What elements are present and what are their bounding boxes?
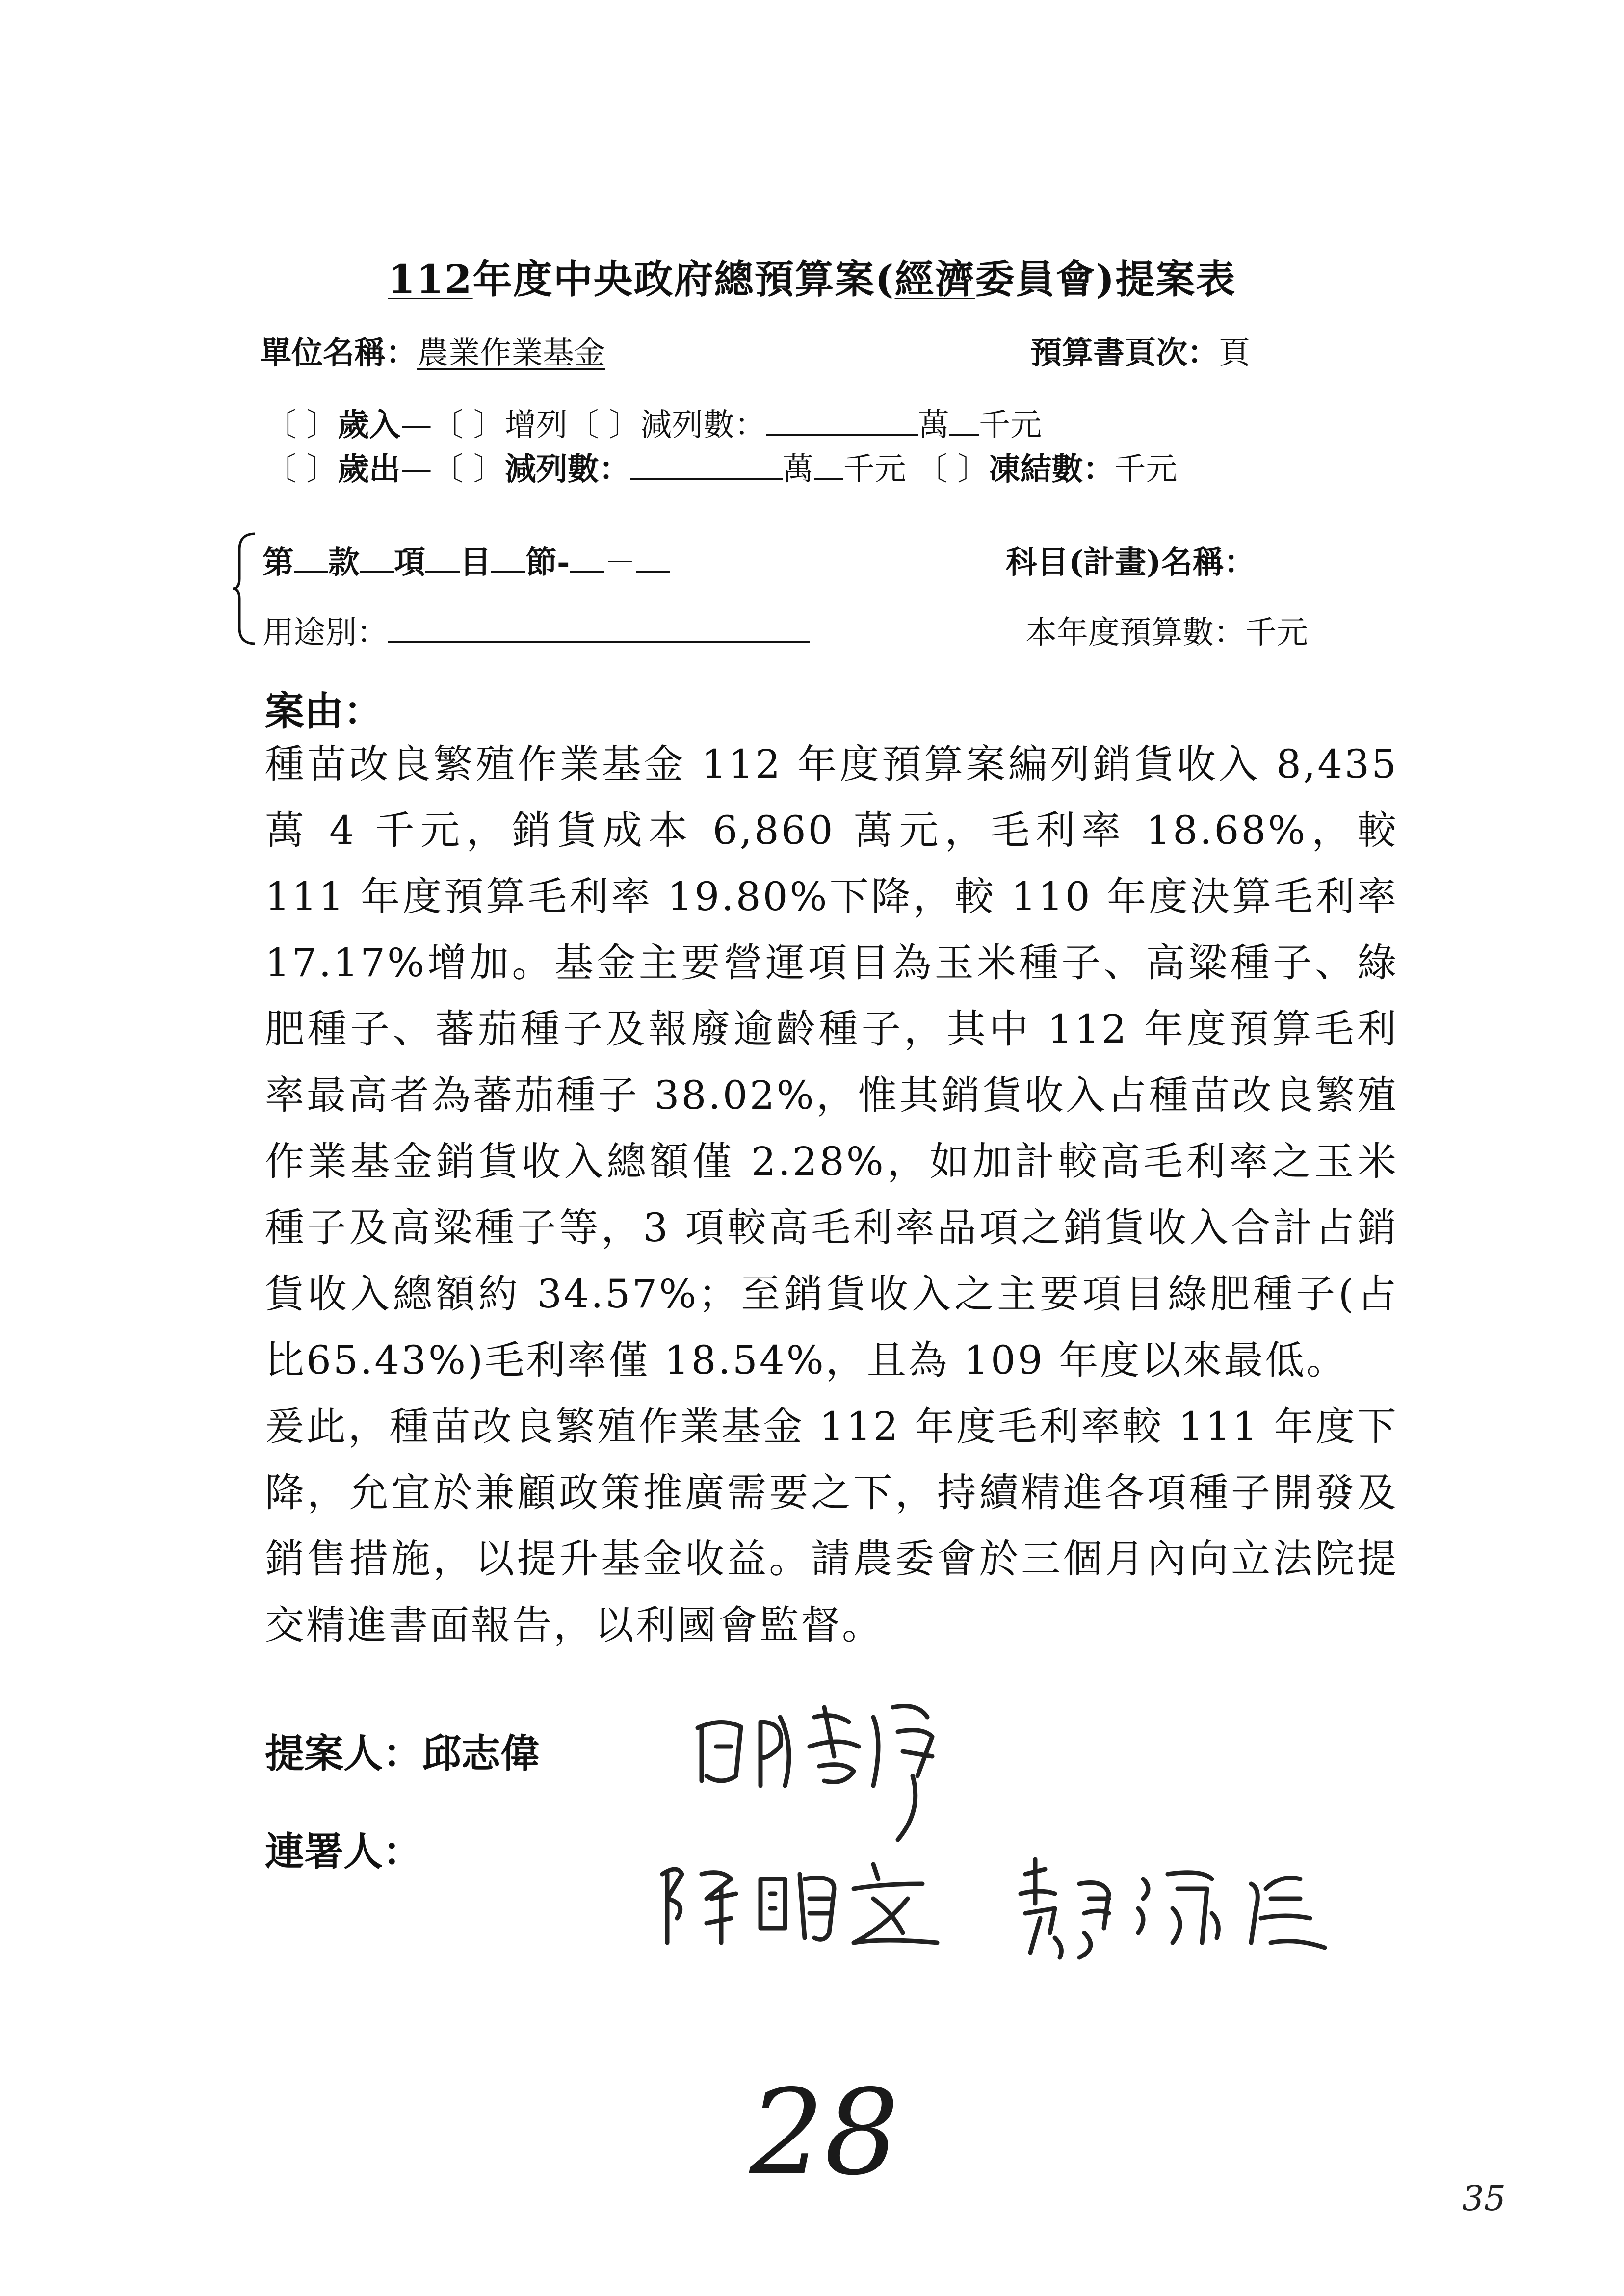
- subject-label: 科目(計畫)名稱：: [1006, 544, 1256, 581]
- proposer-name: 邱志偉: [422, 1730, 540, 1776]
- revenue-wan: 萬: [918, 407, 950, 444]
- revenue-dash: —: [400, 407, 432, 444]
- revenue-wan-blank: [766, 405, 918, 436]
- item-blank-4: [491, 543, 525, 573]
- page-number-text: 28: [749, 2065, 899, 2193]
- title-committee-rest: 委員會: [975, 256, 1096, 302]
- item-row: [262, 537, 670, 582]
- expense-dash: —: [400, 451, 432, 488]
- revenue-row: [265, 400, 1042, 445]
- item-dash: －: [604, 545, 636, 581]
- usage-row: [262, 607, 810, 652]
- cosigner-label: 連署人：: [265, 1828, 422, 1875]
- page-ref-row: [1030, 328, 1250, 373]
- title-year: 112: [388, 256, 473, 302]
- unit-label: 單位名稱：: [260, 335, 417, 371]
- freeze-unit: 千元: [1114, 451, 1178, 488]
- revenue-checkbox: 〔 〕: [265, 407, 338, 444]
- handwritten-page-number: [726, 2065, 932, 2193]
- item-di: 第: [262, 544, 294, 581]
- unit-value: 農業作業基金: [417, 335, 605, 371]
- freeze-label: 凍結數：: [989, 451, 1115, 488]
- page-ref-label: 預算書頁次：: [1030, 335, 1219, 371]
- corner-number: 35: [1462, 2178, 1506, 2218]
- paragraph-1: 種苗改良繁殖作業基金 112 年度預算案編列銷貨收入 8,435 萬 4 千元，銷貨成本 6,860 萬元，毛利率 18.68%，較 111 年度預算毛利率 19.80%下降，較 110 年度決算毛利率 17.17%增加。基金主要營運項目為玉米種子、高粱種子、綠肥種子、蕃茄種子及報廢逾齡種子，其中 112 年度預算毛利率最高者為蕃茄種子 38.02%，惟其銷貨收入占種苗改良繁殖作業基金銷貨收入總額僅 2.28%，如加計較高毛利率之玉米種子及高粱種子等，3 項較高毛利率品項之銷貨收入合計占銷貨收入總額約 34.57%；至銷貨收入之主要項目綠肥種子(占比65.43%)毛利率僅 18.54%，且為 109 年度以來最低。: [265, 741, 1398, 1383]
- item-blank-1: [294, 543, 328, 573]
- revenue-decrease-label: 減列數：: [640, 407, 766, 444]
- expense-checkbox: 〔 〕: [265, 451, 338, 488]
- item-blank-5: [570, 543, 604, 573]
- budget-amount-label: 本年度預算數：: [1025, 615, 1245, 651]
- usage-blank: [388, 613, 810, 643]
- expense-wan-blank: [630, 449, 783, 480]
- proposer-signature: [687, 1688, 942, 1850]
- item-jie: 節: [525, 544, 557, 581]
- title-committee: 經濟: [894, 256, 975, 302]
- expense-decrease-checkbox: 〔 〕: [432, 451, 505, 488]
- item-blank-2: [360, 543, 394, 573]
- title-post: )提案表: [1096, 256, 1236, 302]
- budget-amount-unit: 千元: [1245, 615, 1308, 651]
- budget-amount-row: [1025, 607, 1308, 652]
- proposal-body: [265, 731, 1398, 1658]
- expense-label: 歲出: [338, 451, 401, 488]
- paragraph-2: 爰此，種苗改良繁殖作業基金 112 年度毛利率較 111 年度下降，允宜於兼顧政策推廣需要之下，持續精進各項種子開發及銷售措施，以提升基金收益。請農委會於三個月內向立法院提交精進書面報告，以利國會監督。: [265, 1404, 1398, 1648]
- freeze-checkbox: 〔 〕: [916, 451, 989, 488]
- page-ref-value: 頁: [1219, 335, 1250, 371]
- expense-thousand: 千元: [843, 451, 906, 488]
- item-blank-6: [636, 543, 670, 573]
- item-blank-3: [425, 543, 460, 573]
- item-tail: -: [557, 544, 570, 581]
- revenue-increase-label: 增列: [504, 407, 568, 444]
- item-mu: 目: [460, 544, 491, 581]
- expense-wan: 萬: [782, 451, 814, 488]
- revenue-label: 歲入: [338, 407, 401, 444]
- proposer-label: 提案人：: [265, 1730, 422, 1776]
- cosigner-signature-1: [648, 1845, 952, 1953]
- expense-thousand-blank: [814, 449, 843, 480]
- usage-label: 用途別：: [262, 615, 388, 651]
- cosigner-signature-2: [1006, 1845, 1339, 1962]
- expense-row: [265, 444, 1177, 489]
- item-xiang: 項: [394, 544, 425, 581]
- proposer-row: [265, 1722, 540, 1778]
- reason-label: 案由：: [265, 688, 383, 734]
- revenue-increase-checkbox: 〔 〕: [432, 407, 505, 444]
- item-kuan: 款: [328, 544, 360, 581]
- revenue-thousand: 千元: [979, 407, 1042, 444]
- unit-row: [260, 328, 605, 373]
- item-brace: [231, 530, 260, 648]
- form-title: [0, 248, 1624, 304]
- title-pre: 年度中央政府總預算案(: [472, 256, 895, 302]
- expense-decrease-label: 減列數：: [504, 451, 630, 488]
- revenue-thousand-blank: [949, 405, 979, 436]
- revenue-decrease-checkbox: 〔 〕: [567, 407, 641, 444]
